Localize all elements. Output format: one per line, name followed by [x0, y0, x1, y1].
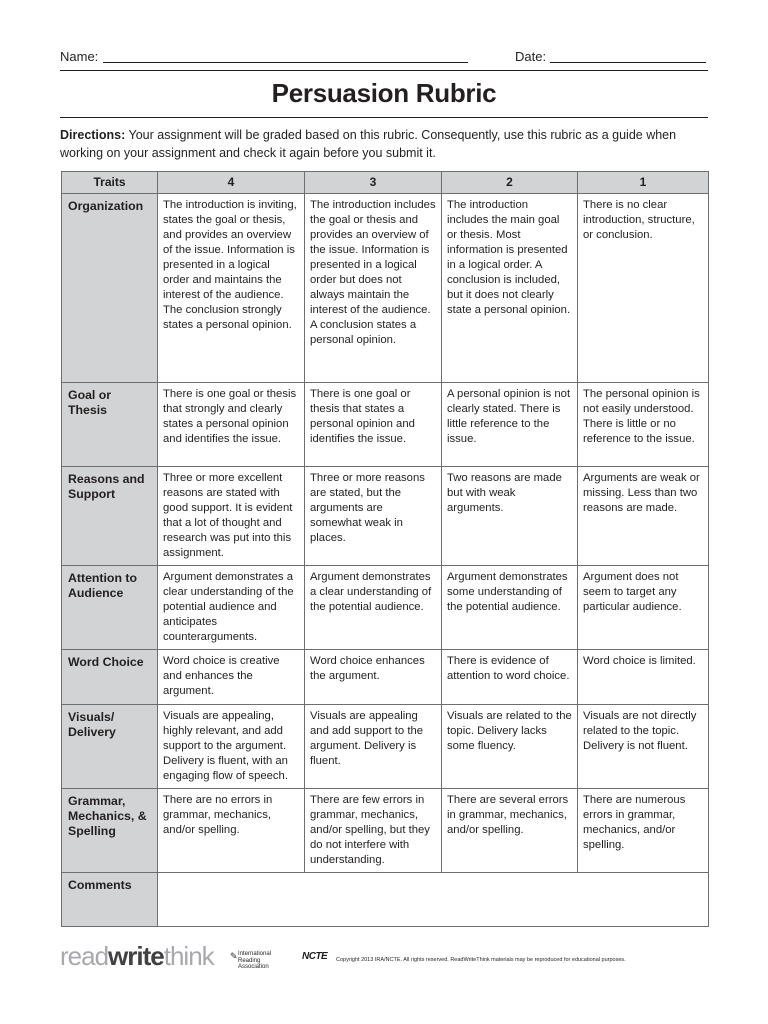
column-header-1: 1: [578, 172, 709, 194]
column-header-traits: Traits: [62, 172, 158, 194]
column-header-4: 4: [158, 172, 305, 194]
trait-attention-to-audience: Attention to Audience: [62, 566, 158, 650]
column-header-3: 3: [305, 172, 442, 194]
footer: [60, 937, 708, 977]
table-cell: Argument demonstrates some understanding of the potential audience.: [442, 566, 578, 650]
directions-text: Your assignment will be graded based on this rubric. Consequently, use this rubric as a guide when working on your assignment and check it again before you submit it.: [60, 128, 677, 160]
ira-text: International Reading Association: [238, 951, 272, 970]
table-cell: Argument does not seem to target any particular audience.: [578, 566, 709, 650]
ira-logo-icon: ✎: [230, 951, 238, 961]
table-cell: Two reasons are made but with weak arguments.: [442, 467, 578, 566]
table-cell: There are several errors in grammar, mechanics, and/or spelling.: [442, 789, 578, 873]
table-row: [62, 194, 709, 383]
table-cell: Word choice enhances the argument.: [305, 650, 442, 705]
table-row: [62, 650, 709, 705]
table-cell: There is one goal or thesis that strongly and clearly states a personal opinion and identifies the issue.: [158, 383, 305, 467]
directions: [60, 126, 710, 162]
comments-row: [62, 873, 709, 927]
table-cell: The introduction is inviting, states the goal or thesis, and provides an overview of the issue. Information is presented in a logical order and maintains the interest of the audience. The conclusion strongly states a personal opinion.: [158, 194, 305, 383]
table-row: [62, 566, 709, 650]
table-row: [62, 467, 709, 566]
table-cell: There are numerous errors in grammar, mechanics, and/or spelling.: [578, 789, 709, 873]
date-blank-line[interactable]: [550, 62, 706, 63]
table-cell: Visuals are appealing, highly relevant, and add support to the argument. Delivery is fluent, with an engaging flow of speech.: [158, 705, 305, 789]
ncte-logo: NCTE: [302, 951, 328, 962]
table-cell: There is one goal or thesis that states a personal opinion and identifies the issue.: [305, 383, 442, 467]
directions-label: Directions:: [60, 128, 126, 142]
comments-label: Comments: [62, 873, 158, 927]
column-header-2: 2: [442, 172, 578, 194]
table-cell: Argument demonstrates a clear understanding of the potential audience.: [305, 566, 442, 650]
table-cell: Visuals are appealing and add support to the argument. Delivery is fluent.: [305, 705, 442, 789]
table-cell: Three or more excellent reasons are stated with good support. It is evident that a lot of thought and research was put into this assignment.: [158, 467, 305, 566]
trait-grammar-mechanics-spelling: Grammar, Mechanics, & Spelling: [62, 789, 158, 873]
table-cell: The personal opinion is not easily understood. There is little or no reference to the issue.: [578, 383, 709, 467]
table-cell: Word choice is creative and enhances the argument.: [158, 650, 305, 705]
copyright-text: Copyright 2013 IRA/NCTE. All rights reserved. ReadWriteThink materials may be reproduced for educational purposes.: [336, 957, 626, 963]
table-header-row: [62, 172, 709, 194]
table-cell: Visuals are not directly related to the topic. Delivery is not fluent.: [578, 705, 709, 789]
table-cell: Three or more reasons are stated, but the arguments are somewhat weak in places.: [305, 467, 442, 566]
name-blank-line[interactable]: [103, 62, 468, 63]
trait-goal-or-thesis: Goal or Thesis: [62, 383, 158, 467]
table-cell: Word choice is limited.: [578, 650, 709, 705]
comments-field[interactable]: [158, 873, 709, 927]
table-cell: There is evidence of attention to word choice.: [442, 650, 578, 705]
title-divider: [60, 117, 708, 118]
table-cell: Visuals are related to the topic. Delivery lacks some fluency.: [442, 705, 578, 789]
table-cell: There are no errors in grammar, mechanics, and/or spelling.: [158, 789, 305, 873]
table-row: [62, 789, 709, 873]
name-label: Name:: [60, 49, 99, 64]
top-divider: [60, 70, 708, 71]
table-row: [62, 383, 709, 467]
trait-visuals-delivery: Visuals/ Delivery: [62, 705, 158, 789]
trait-reasons-and-support: Reasons and Support: [62, 467, 158, 566]
trait-word-choice: Word Choice: [62, 650, 158, 705]
trait-organization: Organization: [62, 194, 158, 383]
table-cell: There are few errors in grammar, mechanics, and/or spelling, but they do not interfere with understanding.: [305, 789, 442, 873]
table-cell: The introduction includes the goal or thesis and provides an overview of the issue. Information is presented in a logical order but does not always maintain the interest of the audience. A conclusion states a personal opinion.: [305, 194, 442, 383]
table-row: [62, 705, 709, 789]
table-cell: Argument demonstrates a clear understanding of the potential audience and anticipates counterarguments.: [158, 566, 305, 650]
rubric-table: [61, 171, 709, 927]
page-title: Persuasion Rubric: [271, 78, 497, 108]
table-cell: A personal opinion is not clearly stated. There is little reference to the issue.: [442, 383, 578, 467]
table-cell: Arguments are weak or missing. Less than two reasons are made.: [578, 467, 709, 566]
readwritethink-logo: readwritethink: [60, 941, 214, 971]
table-cell: There is no clear introduction, structure, or conclusion.: [578, 194, 709, 383]
table-cell: The introduction includes the main goal or thesis. Most information is presented in a logical order. A conclusion is included, but it does not clearly state a personal opinion.: [442, 194, 578, 383]
name-date-row: [60, 46, 706, 68]
date-label: Date:: [515, 49, 547, 64]
